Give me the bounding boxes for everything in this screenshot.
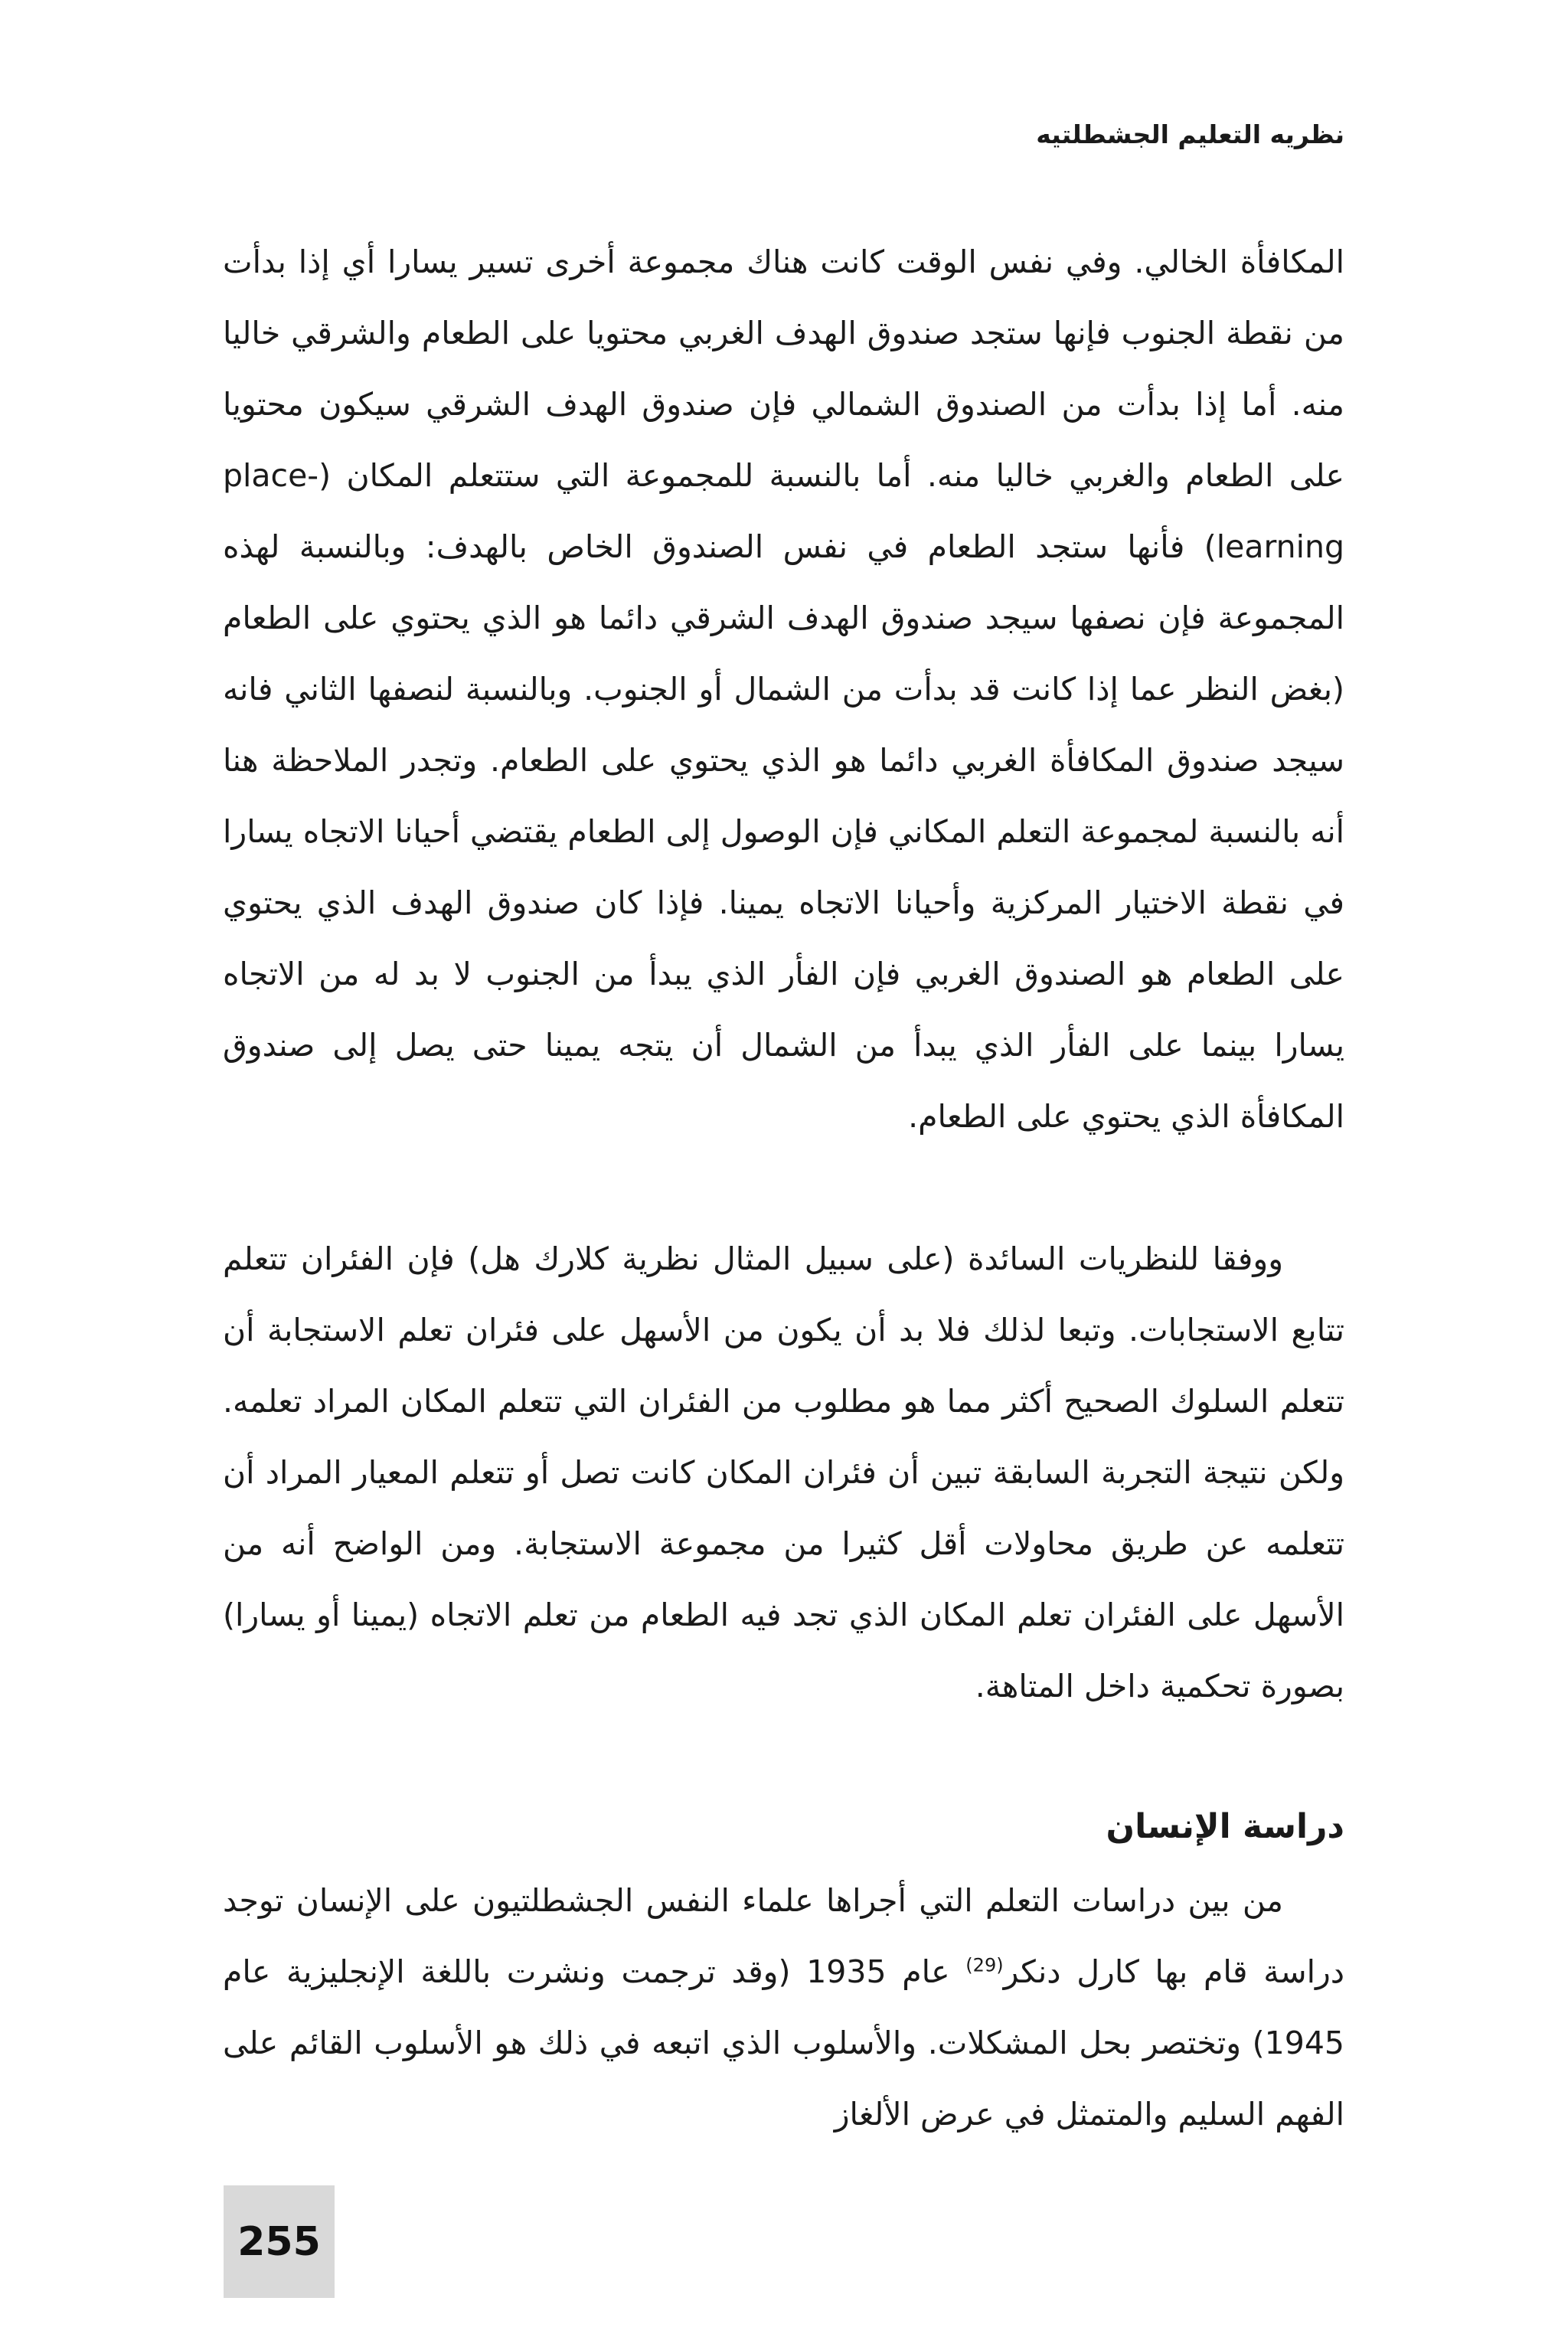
paragraph bbox=[223, 1865, 1344, 2150]
paragraph: المكافأة الخالي. وفي نفس الوقت كانت هناك مجموعة أخرى تسير يسارا أي إذا بدأت من نقطة الجنوب فإنها ستجد صندوق الهدف الغربي محتويا على الطعام والشرقي خاليا منه. أما إذا بدأت من الصندوق الشمالي فإن صندوق الهدف الشرقي سيكون محتويا على الطعام والغربي خاليا منه. أما بالنسبة للمجموعة التي ستتعلم المكان (place-learning) فأنها ستجد الطعام في نفس الصندوق الخاص بالهدف: وبالنسبة لهذه المجموعة فإن نصفها سيجد صندوق الهدف الشرقي دائما هو الذي يحتوي على الطعام (بغض النظر عما إذا كانت قد بدأت من الشمال أو الجنوب. وبالنسبة لنصفها الثاني فانه سيجد صندوق المكافأة الغربي دائما هو الذي يحتوي على الطعام. وتجدر الملاحظة هنا أنه بالنسبة لمجموعة التعلم المكاني فإن الوصول إلى الطعام يقتضي أحيانا الاتجاه يسارا في نقطة الاختيار المركزية وأحيانا الاتجاه يمينا. فإذا كان صندوق الهدف الذي يحتوي على الطعام هو الصندوق الغربي فإن الفأر الذي يبدأ من الجنوب لا بد له من الاتجاه يسارا بينما على الفأر الذي يبدأ من الشمال أن يتجه يمينا حتى يصل إلى صندوق المكافأة الذي يحتوي على الطعام. bbox=[223, 243, 1344, 1135]
page-number-box bbox=[224, 2185, 335, 2298]
section-heading: دراسة الإنسان bbox=[1106, 1807, 1344, 1846]
paragraph-text: عام 1935 (وقد ترجمت ونشرت باللغة الإنجليزية عام 1945) وتختصر بحل المشكلات. والأسلوب الذي اتبعه في ذلك هو الأسلوب القائم على الفهم السليم والمتمثل في عرض الألغاز bbox=[223, 1953, 1344, 2133]
section-text-block bbox=[223, 1865, 1344, 2150]
page-number: 255 bbox=[237, 2218, 321, 2265]
body-text-block bbox=[223, 1224, 1344, 1722]
running-header: نظريه التعليم الجشطلتيه bbox=[1036, 119, 1344, 149]
paragraph-text: من بين دراسات التعلم التي أجراها علماء النفس الجشطلتيون على الإنسان توجد دراسة قام بها كارل دنكر bbox=[223, 1882, 1345, 1990]
paragraph: ووفقا للنظريات السائدة (على سبيل المثال نظرية كلارك هل) فإن الفئران تتعلم تتابع الاستجابات. وتبعا لذلك فلا بد أن يكون من الأسهل على فئران تعلم الاستجابة أن تتعلم السلوك الصحيح أكثر مما هو مطلوب من الفئران التي تتعلم المكان المراد تعلمه. ولكن نتيجة التجربة السابقة تبين أن فئران المكان كانت تصل أو تتعلم المعيار المراد أن تتعلمه عن طريق محاولات أقل كثيرا من مجموعة الاستجابة. ومن الواضح أنه من الأسهل على الفئران تعلم المكان الذي تجد فيه الطعام من تعلم الاتجاه (يمينا أو يسارا) بصورة تحكمية داخل المتاهة. bbox=[223, 1240, 1344, 1704]
body-text-block bbox=[223, 227, 1344, 1152]
footnote-reference: (29) bbox=[965, 1954, 1004, 1976]
